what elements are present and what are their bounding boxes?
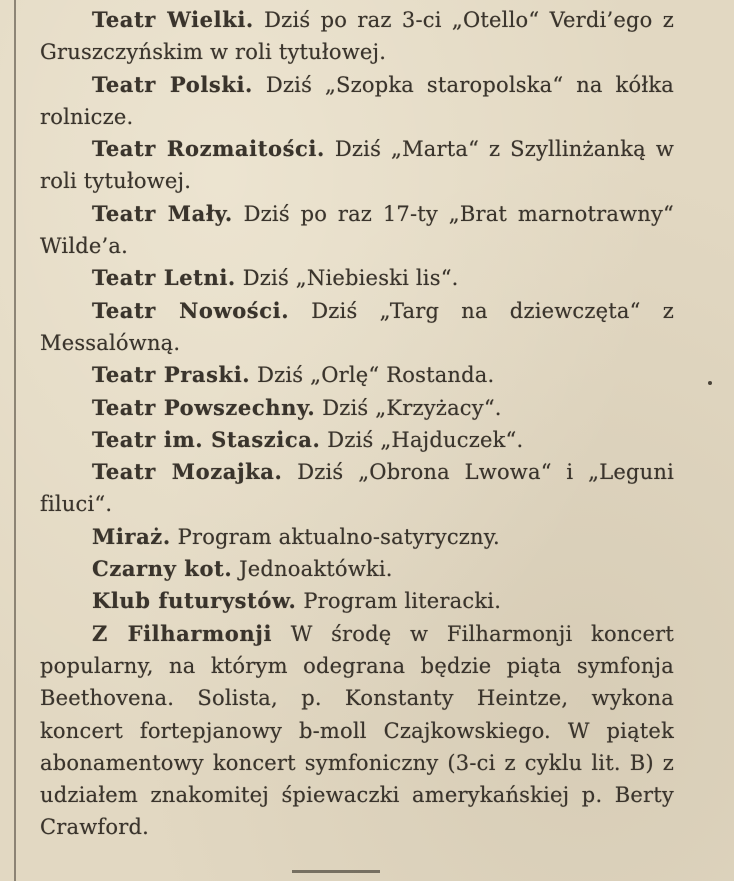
- listing-text: Dziś „Szopka staropolska“ na kółka rolnicze.: [40, 72, 674, 129]
- listing-text: Dziś „Obrona Lwowa“ i „Leguni filuci“.: [40, 460, 674, 517]
- listing-text: Program aktualno-satyryczny.: [177, 524, 500, 549]
- article-end-rule: [292, 870, 380, 873]
- listing-teatr-staszica: [40, 424, 674, 456]
- venue-name: Teatr Letni.: [92, 265, 236, 291]
- listing-text: Dziś „Targ na dziewczęta“ z Messalówną.: [40, 298, 674, 355]
- listing-czarny-kot: [40, 553, 674, 585]
- listing-miraz: [40, 521, 674, 553]
- listing-klub-futurystow: [40, 585, 674, 617]
- venue-name: Teatr Mały.: [92, 200, 233, 226]
- venue-name: Z Filharmonji: [92, 620, 273, 646]
- venue-name: Teatr Rozmaitości.: [92, 136, 325, 162]
- listing-teatr-powszechny: [40, 392, 674, 424]
- print-speck: [708, 381, 712, 385]
- venue-name: Teatr im. Staszica.: [92, 426, 321, 452]
- listing-text: Program literacki.: [303, 589, 502, 614]
- listing-teatr-wielki: [40, 4, 674, 69]
- venue-name: Teatr Praski.: [92, 362, 251, 388]
- venue-name: Klub futurystów.: [92, 588, 297, 614]
- listing-text: Dziś „Krzyżacy“.: [322, 395, 502, 420]
- listing-text: Jednoaktówki.: [239, 557, 393, 582]
- listing-teatr-mozajka: [40, 456, 674, 521]
- listing-teatr-letni: [40, 262, 674, 294]
- venue-name: Teatr Powszechny.: [92, 394, 316, 420]
- listing-teatr-maly: [40, 198, 674, 263]
- column-divider: [14, 0, 16, 881]
- listing-text: W środę w Filharmonji koncert popularny, na którym odegrana będzie piąta symfonja Beethovena. Solista, p. Konstanty Heintze, wykona koncert fortepjanowy b-moll Czajkowskiego. W piątek abonamentowy koncert symfoniczny (3-ci z cyklu lit. B) z udziałem znakomitej śpiewaczki amerykańskiej p. Berty Crawford.: [40, 621, 674, 840]
- listing-teatr-rozmaitosci: [40, 133, 674, 198]
- venue-name: Teatr Polski.: [92, 71, 253, 97]
- listing-teatr-nowosci: [40, 295, 674, 360]
- listing-text: Dziś po raz 17-ty „Brat marnotrawny“ Wilde’a.: [40, 201, 674, 259]
- listing-text: Dziś po raz 3-ci „Otello“ Verdi’ego z Gruszczyńskim w roli tytułowej.: [40, 8, 674, 65]
- venue-name: Teatr Nowości.: [92, 297, 290, 323]
- venue-name: Teatr Wielki.: [92, 7, 254, 32]
- theatre-listings: [40, 4, 674, 844]
- listing-text: Dziś „Niebieski lis“.: [242, 266, 459, 291]
- listing-text: Dziś „Marta“ z Szyllinżanką w roli tytułowej.: [40, 137, 674, 194]
- listing-text: Dziś „Hajduczek“.: [327, 427, 524, 452]
- venue-name: Czarny kot.: [92, 556, 233, 582]
- listing-filharmonja: [40, 618, 674, 844]
- listing-teatr-polski: [40, 69, 674, 134]
- listing-teatr-praski: [40, 359, 674, 391]
- venue-name: Teatr Mozajka.: [92, 459, 283, 485]
- listing-text: Dziś „Orlę“ Rostanda.: [257, 363, 495, 388]
- venue-name: Miraż.: [92, 523, 171, 549]
